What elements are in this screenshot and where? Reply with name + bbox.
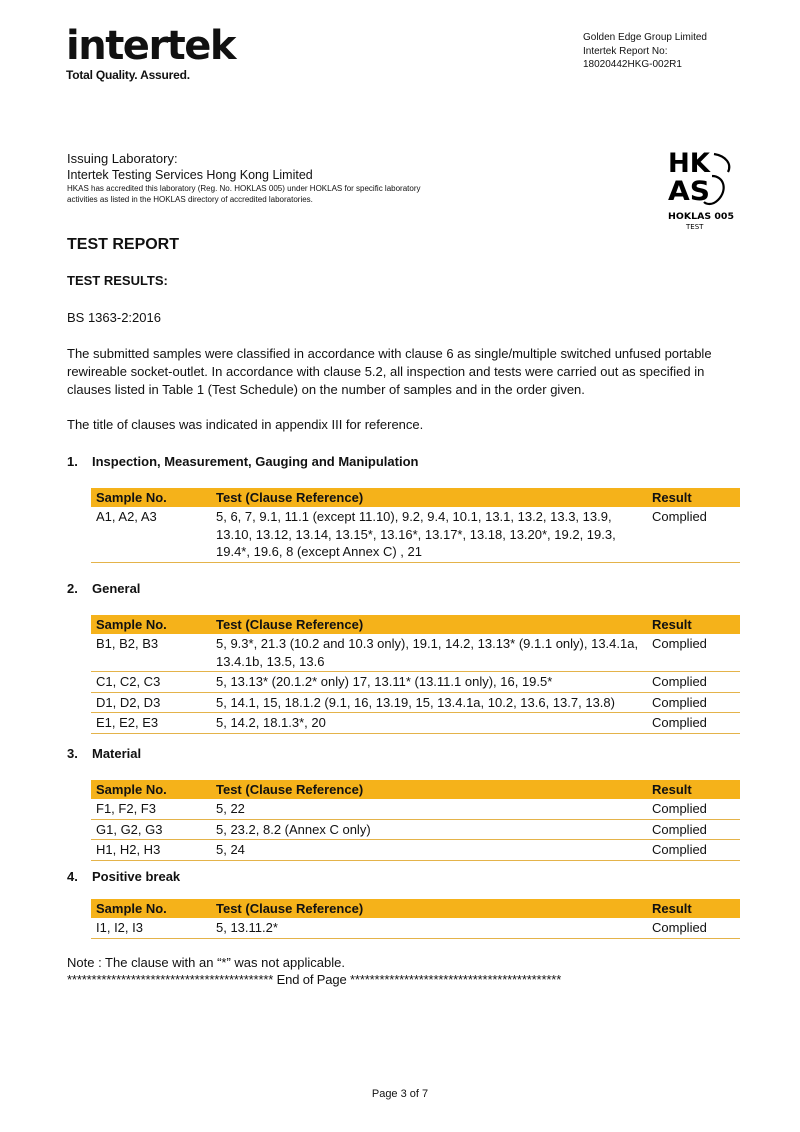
section-title: Positive break	[92, 869, 181, 884]
result-cell: Complied	[647, 918, 740, 938]
col-test-header: Test (Clause Reference)	[211, 899, 647, 918]
col-sample-header: Sample No.	[91, 780, 211, 799]
table-row	[91, 672, 740, 693]
results-table-section-1	[91, 488, 740, 563]
result-cell: Complied	[647, 507, 740, 562]
logo-wordmark: intertek	[66, 23, 236, 69]
section-title: Inspection, Measurement, Gauging and Manipulation	[92, 454, 419, 469]
result-cell: Complied	[647, 799, 740, 819]
logo-tagline: Total Quality. Assured.	[66, 68, 190, 82]
col-result-header: Result	[647, 899, 740, 918]
col-result-header: Result	[647, 780, 740, 799]
page-number: Page 3 of 7	[371, 1088, 429, 1100]
section-4-heading	[67, 869, 180, 884]
test-cell: 5, 22	[211, 799, 647, 819]
accreditation-statement: HKAS has accredited this laboratory (Reg. No. HOKLAS 005) under HOKLAS for specific laboratory activities as listed in the HOKLAS directory of accredited laboratories.	[67, 184, 421, 204]
test-cell: 5, 23.2, 8.2 (Annex C only)	[211, 819, 647, 840]
table-header-row	[91, 488, 740, 507]
result-cell: Complied	[647, 840, 740, 861]
sample-cell: C1, C2, C3	[91, 672, 211, 693]
hkas-accreditation-mark	[666, 146, 736, 232]
section-number: 3.	[67, 746, 78, 761]
sample-cell: B1, B2, B3	[91, 634, 211, 672]
section-number: 1.	[67, 454, 78, 469]
classification-paragraph: The submitted samples were classified in accordance with clause 6 as single/multiple switched unfused portable rewireable socket-outlet. In accordance with clause 5.2, all inspection and tests were carried out as specified in clauses listed in Table 1 (Test Schedule) on the number of samples and in the order given.	[67, 346, 712, 397]
result-cell: Complied	[647, 819, 740, 840]
issuing-laboratory	[67, 151, 427, 205]
section-title: General	[92, 581, 141, 596]
result-cell: Complied	[647, 634, 740, 672]
col-result-header: Result	[647, 615, 740, 634]
sample-cell: E1, E2, E3	[91, 713, 211, 734]
table-header-row	[91, 899, 740, 918]
sample-cell: G1, G2, G3	[91, 819, 211, 840]
result-cell: Complied	[647, 713, 740, 734]
table-row	[91, 819, 740, 840]
col-test-header: Test (Clause Reference)	[211, 615, 647, 634]
test-cell: 5, 6, 7, 9.1, 11.1 (except 11.10), 9.2, 9.4, 10.1, 13.1, 13.2, 13.3, 13.9, 13.10, 13.12, 13.14, 13.15*, 13.16*, 13.17*, 13.18, 13.20*, 19.2, 19.3, 19.4*, 19.6, 8 (except Annex C) , 21	[211, 507, 647, 562]
hkas-mark-line2: AS	[668, 176, 710, 207]
table-header-row	[91, 615, 740, 634]
col-result-header: Result	[647, 488, 740, 507]
section-title: Material	[92, 746, 142, 761]
end-of-page-marker: ****************************************** End of Page *******************************************	[67, 972, 562, 987]
report-no-label: Intertek Report No:	[583, 45, 668, 57]
test-results-heading: TEST RESULTS:	[67, 273, 168, 288]
report-no: 18020442HKG-002R1	[583, 59, 682, 70]
section-1-heading	[67, 454, 418, 469]
col-sample-header: Sample No.	[91, 899, 211, 918]
sample-cell: H1, H2, H3	[91, 840, 211, 861]
hkas-mark-type: TEST	[686, 223, 704, 231]
table-row	[91, 634, 740, 672]
section-number: 2.	[67, 581, 78, 596]
section-2-heading	[67, 581, 140, 596]
client-company: Golden Edge Group Limited	[583, 32, 707, 43]
table-row	[91, 918, 740, 938]
test-cell: 5, 14.1, 15, 18.1.2 (9.1, 16, 13.19, 15, 13.4.1a, 10.2, 13.6, 13.7, 13.8)	[211, 692, 647, 713]
hkas-mark-line1: HK	[668, 148, 712, 179]
standard-reference: BS 1363-2:2016	[67, 310, 161, 325]
table-row	[91, 507, 740, 562]
test-cell: 5, 24	[211, 840, 647, 861]
section-number: 4.	[67, 869, 78, 884]
table-row	[91, 713, 740, 734]
sample-cell: I1, I2, I3	[91, 918, 211, 938]
table-row	[91, 692, 740, 713]
table-header-row	[91, 780, 740, 799]
results-table-section-2	[91, 615, 740, 734]
col-sample-header: Sample No.	[91, 615, 211, 634]
result-cell: Complied	[647, 692, 740, 713]
col-sample-header: Sample No.	[91, 488, 211, 507]
report-title: TEST REPORT	[67, 236, 180, 253]
test-cell: 5, 13.11.2*	[211, 918, 647, 938]
table-row	[91, 840, 740, 861]
col-test-header: Test (Clause Reference)	[211, 780, 647, 799]
appendix-paragraph: The title of clauses was indicated in appendix III for reference.	[67, 417, 424, 432]
sample-cell: D1, D2, D3	[91, 692, 211, 713]
test-cell: 5, 13.13* (20.1.2* only) 17, 13.11* (13.11.1 only), 16, 19.5*	[211, 672, 647, 693]
results-table-section-3	[91, 780, 740, 861]
intertek-logo	[66, 23, 236, 82]
sample-cell: F1, F2, F3	[91, 799, 211, 819]
note-text: Note : The clause with an “*” was not applicable.	[67, 955, 345, 970]
hkas-mark-reg: HOKLAS 005	[668, 212, 735, 222]
col-test-header: Test (Clause Reference)	[211, 488, 647, 507]
issuing-label: Issuing Laboratory:	[67, 151, 178, 166]
test-cell: 5, 14.2, 18.1.3*, 20	[211, 713, 647, 734]
sample-cell: A1, A2, A3	[91, 507, 211, 562]
results-table-section-4	[91, 899, 740, 939]
lab-name: Intertek Testing Services Hong Kong Limited	[67, 168, 313, 182]
result-cell: Complied	[647, 672, 740, 693]
section-3-heading	[67, 746, 141, 761]
report-info	[583, 31, 707, 72]
test-cell: 5, 9.3*, 21.3 (10.2 and 10.3 only), 19.1, 14.2, 13.13* (9.1.1 only), 13.4.1a, 13.4.1b, 13.5, 13.6	[211, 634, 647, 672]
table-row	[91, 799, 740, 819]
